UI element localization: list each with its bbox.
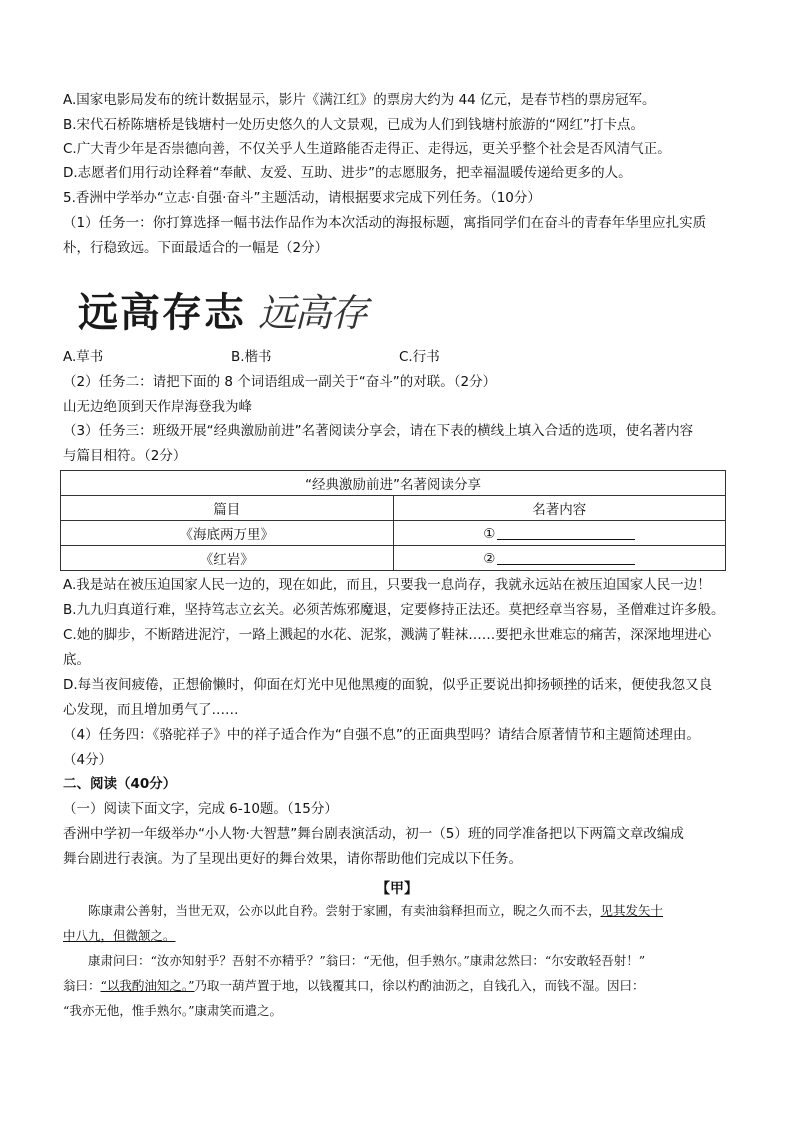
passage-para1-line1 (88, 901, 663, 921)
passage-text: 陈康肃公善射，当世无双，公亦以此自矜。尝射于家圃，有卖油翁释担而立，睨之久而不去， (88, 903, 601, 918)
task3-line2: 与篇目相符。（2分） (63, 448, 187, 464)
choice-a: A.我是站在被压迫国家人民一边的，现在如此，而且，只要我一息尚存，我就永远站在被压迫国家人民一边！ (63, 577, 711, 593)
table-row (61, 546, 726, 571)
intro-line2: 舞台剧进行表演。为了呈现出更好的舞台效果，请你帮助他们完成以下任务。 (63, 851, 522, 867)
passage-text: 乃取一葫芦置于地，以钱覆其口，徐以杓酌油沥之，自钱孔入，而钱不湿。因曰： (194, 978, 645, 993)
table-col-title: 篇目 (61, 496, 394, 521)
passage-title: 【甲】 (376, 881, 418, 897)
table-row (61, 521, 726, 546)
passage-para2-line1: 康肃问曰：“汝亦知射乎？吾射不亦精乎？”翁曰：“无他，但手熟尔。”康肃忿然曰：“尔安敢轻吾射！” (88, 953, 646, 968)
option-cursive: A.草书 (63, 349, 104, 365)
answer-blank[interactable] (497, 550, 635, 565)
task2-words: 山无边绝顶到天作岸海登我为峰 (63, 399, 252, 415)
choice-d-line1: D.每当夜间疲倦，正想偷懒时，仰面在灯光中见他黑瘦的面貌，似乎正要说出抑扬顿挫的话来，便使我忽又良 (63, 677, 713, 693)
task4-line2: （4分） (63, 752, 113, 768)
choice-b: B.九九归真道行难，坚持笃志立玄关。必须苦炼邪魔退，定要修持正法还。莫把经章当容易，圣僧难过许多般。 (63, 602, 725, 618)
answer-blank[interactable] (497, 525, 635, 540)
table-book: 《海底两万里》 (61, 521, 394, 546)
table-answer-cell (393, 521, 726, 546)
intro-line1: 香洲中学初一年级举办“小人物·大智慧”舞台剧表演活动，初一（5）班的同学准备把以下两篇文章改编成 (63, 826, 684, 842)
section-heading: 二、阅读（40分） (63, 776, 177, 792)
task1-line1: （1）任务一：你打算选择一幅书法作品作为本次活动的海报标题，寓指同学们在奋斗的青春年华里应扎实质 (63, 215, 707, 231)
table-book: 《红岩》 (61, 546, 394, 571)
task1-line2: 朴，行稳致远。下面最适合的一幅是（2分） (63, 240, 329, 256)
table-col-content: 名著内容 (393, 496, 726, 521)
passage-para1-line2: 中八九，但微颔之。 (63, 928, 176, 943)
table-title: “经典激励前进”名著阅读分享 (61, 471, 726, 496)
passage-para2-line3: “我亦无他，惟手熟尔。”康肃笑而遣之。 (63, 1003, 283, 1018)
option-b-sentence: B.宋代石桥陈塘桥是钱塘村一处历史悠久的人文景观，已成为人们到钱塘村旅游的“网红”打卡点。 (63, 117, 645, 133)
option-running: C.行书 (399, 349, 440, 365)
option-regular: B.楷书 (231, 349, 272, 365)
option-c-sentence: C.广大青少年是否崇德向善，不仅关乎人生道路能否走得正、走得远，更关乎整个社会是否风清气正。 (63, 141, 671, 157)
passage-text: 翁曰： (63, 978, 101, 993)
reading-share-table (60, 470, 726, 571)
task4-line1: （4）任务四：《骆驼祥子》中的祥子适合作为“自强不息”的正面典型吗？请结合原著情节和主题简述理由。 (63, 727, 700, 743)
calligraphy-image (78, 282, 378, 338)
calligraphy-options (63, 347, 663, 367)
passage-para2-line2 (63, 976, 645, 996)
option-a-sentence: A.国家电影局发布的统计数据显示，影片《满江红》的票房大约为 44 亿元，是春节档的票房冠军。 (63, 92, 656, 108)
subsection-heading: （一）阅读下面文字，完成 6-10题。（15分） (63, 801, 338, 817)
choice-c-line2: 底。 (63, 652, 90, 668)
blank-marker: ② (483, 550, 496, 567)
choice-c-line1: C.她的脚步，不断踏进泥泞，一路上溅起的水花、泥浆，溅满了鞋袜……要把永世难忘的痛苦，深深地埋进心 (63, 627, 712, 643)
underlined-text: “以我酌油知之。” (100, 978, 195, 993)
calligraphy-xingshu: 远高存 (258, 291, 367, 335)
table-answer-cell (393, 546, 726, 571)
choice-d-line2: 心发现，而且增加勇气了…… (63, 702, 239, 718)
question-5-intro: 5.香洲中学举办“立志·自强·奋斗”主题活动，请根据要求完成下列任务。（10分） (63, 190, 541, 206)
calligraphy-kaishu: 远高存志 (78, 289, 246, 336)
underlined-text: 见其发矢十 (600, 903, 664, 918)
task3-line1: （3）任务三：班级开展“经典激励前进”名著阅读分享会，请在下表的横线上填入合适的选项，使名著内容 (63, 423, 694, 439)
task2-prompt: （2）任务二：请把下面的 8 个词语组成一副关于“奋斗”的对联。（2分） (63, 374, 497, 390)
blank-marker: ① (483, 525, 496, 542)
option-d-sentence: D.志愿者们用行动诠释着“奉献、友爱、互助、进步”的志愿服务，把幸福温暖传递给更多的人。 (63, 165, 632, 181)
